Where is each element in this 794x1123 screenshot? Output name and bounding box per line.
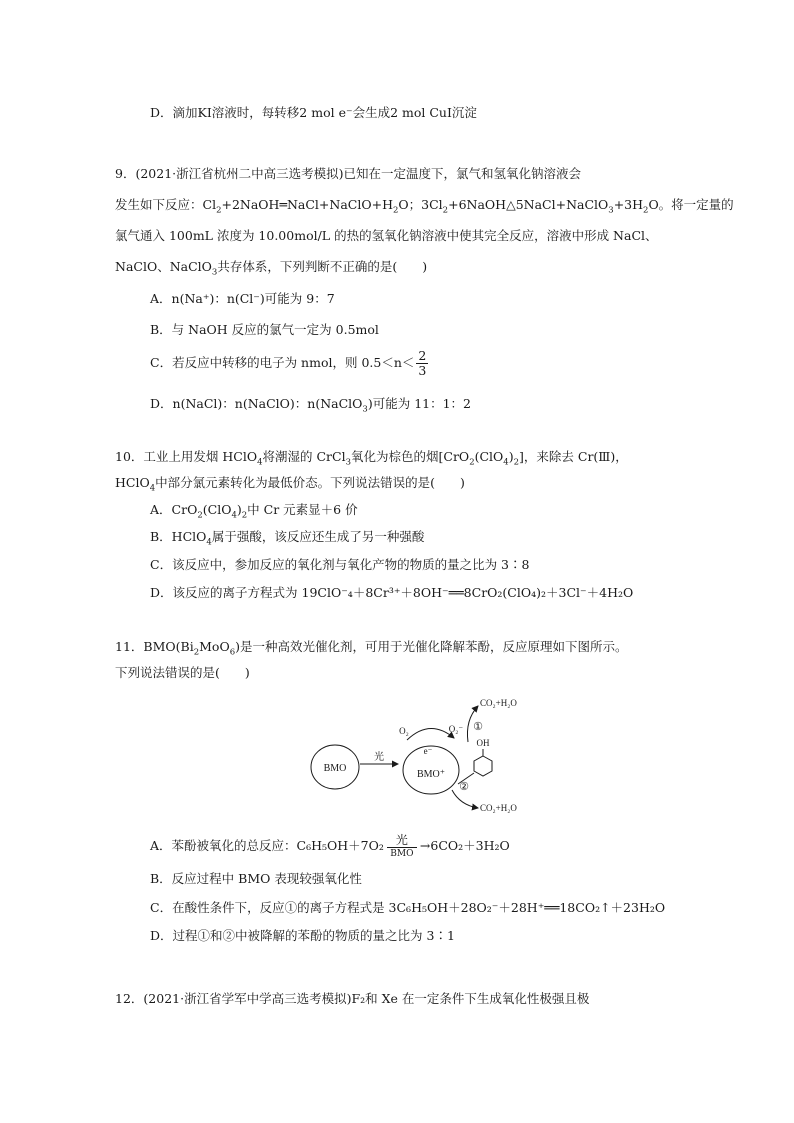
product-bottom: CO₂+H₂O <box>480 803 517 813</box>
bmo-label: BMO <box>323 763 347 774</box>
q11-option-a: A．苯酚被氧化的总反应：C₆H₅OH＋7O₂ 光 BMO →6CO₂＋3H₂O <box>150 833 510 859</box>
q9-option-d: D．n(NaCl)：n(NaClO)：n(NaClO$_3$)可能为 11：1：2 <box>150 396 472 415</box>
path1-label: ① <box>473 721 483 733</box>
q10-option-c: C．该反应中，参加反应的氧化剂与氧化产物的物质的量之比为 3∶8 <box>150 557 530 572</box>
o2-reduction-arrow <box>407 728 454 740</box>
bmo-photocatalysis-diagram <box>300 690 540 820</box>
q10-option-b: B．HClO$_4$属于强酸，该反应还生成了另一种强酸 <box>150 529 425 548</box>
q9-stem-line3: 氯气通入 100mL 浓度为 10.00mol/L 的热的氢氧化钠溶液中使其完全反应，溶液中形成 NaCl、 <box>115 228 658 243</box>
bmo-plus-label: BMO⁺ <box>416 769 446 780</box>
q9-option-a: A．n(Na⁺)：n(Cl⁻)可能为 9：7 <box>150 291 335 306</box>
q11-stem-line2: 下列说法错误的是( ) <box>115 665 250 680</box>
light-bmo-condition: 光 BMO <box>387 834 417 859</box>
q8-option-d: D．滴加KI溶液时，每转移2 mol e⁻会生成2 mol CuI沉淀 <box>150 105 477 120</box>
q9-stem-line1: 9．(2021·浙江省杭州二中高三选考模拟)已知在一定温度下，氯气和氢氧化钠溶液会 <box>115 166 581 181</box>
q11-option-d: D．过程①和②中被降解的苯酚的物质的量之比为 3∶1 <box>150 928 455 943</box>
light-label: 光 <box>374 752 384 763</box>
q10-stem-line2: HClO$_4$中部分氯元素转化为最低价态。下列说法错误的是( ) <box>115 475 465 494</box>
q12-stem-line1: 12．(2021·浙江省学军中学高三选考模拟)F₂和 Xe 在一定条件下生成氧化性极强且极 <box>115 991 590 1006</box>
q10-option-a: A．$CrO_2(ClO_4)_2$中 Cr 元素显＋6 价 <box>150 502 358 521</box>
electron-label: e⁻ <box>423 746 433 756</box>
fraction-two-thirds: $\frac{2}{3}$ <box>418 348 427 378</box>
oh-label: OH <box>476 738 490 748</box>
o2-label: O₂ <box>399 726 409 736</box>
q10-stem-line1: 10．工业上用发烟 HClO$_4$将潮湿的 CrCl$_3$氧化为棕色的烟$[CrO_2(ClO_4)_2]$，来除去 Cr(Ⅲ)， <box>115 449 628 468</box>
q11-option-c: C．在酸性条件下，反应①的离子方程式是 3C₆H₅OH＋28O₂⁻＋28H⁺══18CO₂↑＋23H₂O <box>150 900 666 915</box>
q9-option-b: B．与 NaOH 反应的氯气一定为 0.5mol <box>150 322 379 337</box>
q10-option-d: D．该反应的离子方程式为 19ClO⁻₄＋8Cr³⁺＋8OH⁻══8CrO₂(ClO₄)₂＋3Cl⁻＋4H₂O <box>150 585 634 600</box>
path2-label: ② <box>459 781 469 793</box>
q11-option-b: B．反应过程中 BMO 表现较强氧化性 <box>150 871 362 886</box>
q9-stem-line2: 发生如下反应：$Cl_2+2NaOH═NaCl+NaClO+H_2O$；$3Cl_2+6NaOH\triangle 5NaCl+NaClO_3+3H_2O$。将一定量的 <box>115 197 734 216</box>
superoxide-label: O₂⁻ <box>448 724 464 734</box>
product-top: CO₂+H₂O <box>480 698 517 708</box>
q9-option-c: C．若反应中转移的电子为 nmol，则 0.5＜n＜ $\frac{2}{3}$ <box>150 348 427 378</box>
q11-stem-line1: 11．$BMO(Bi_2MoO_6)$是一种高效光催化剂，可用于光催化降解苯酚，反应原理如下图所示。 <box>115 639 628 658</box>
benzene-ring <box>474 756 492 776</box>
q9-stem-line4: NaClO、NaClO$_3$共存体系，下列判断不正确的是( ) <box>115 259 428 278</box>
